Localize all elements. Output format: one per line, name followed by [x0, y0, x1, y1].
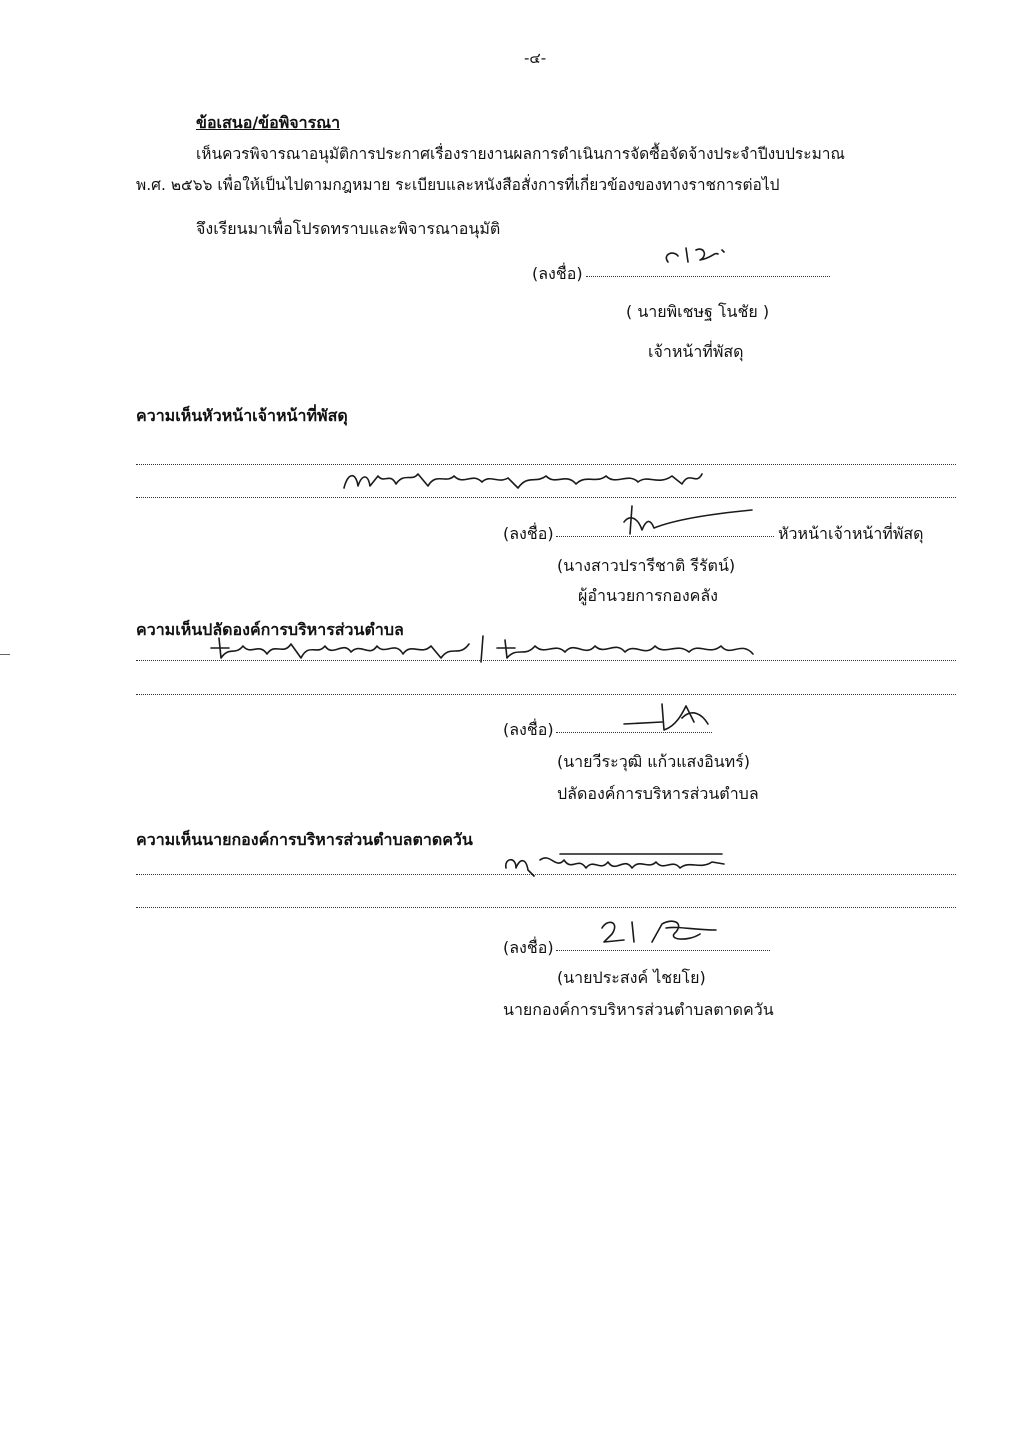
proposal-line-2: พ.ศ. ๒๕๖๖ เพื่อให้เป็นไปตามกฎหมาย ระเบียบและหนังสือสั่งการที่เกี่ยวข้องของทางราชการต่อไป	[136, 176, 780, 194]
deputy-signer-name: (นายวีระวุฒิ แก้วแสงอินทร์)	[557, 752, 751, 771]
proposal-signer-name: ( นายพิเชษฐ โนชัย )	[626, 302, 770, 321]
head-officer-sign-label: (ลงชื่อ)	[503, 524, 554, 543]
head-officer-signature-icon	[620, 500, 760, 540]
deputy-dots-2	[136, 694, 956, 695]
proposal-signature-line	[586, 276, 830, 277]
proposal-closing: จึงเรียนมาเพื่อโปรดทราบและพิจารณาอนุมัติ	[196, 219, 501, 238]
chief-dots-2	[136, 907, 956, 908]
chief-signer-position: นายกองค์การบริหารส่วนตำบลตาดควัน	[503, 1000, 774, 1019]
deputy-heading: ความเห็นปลัดองค์การบริหารส่วนตำบล	[136, 620, 404, 639]
deputy-signature-icon	[620, 696, 716, 738]
chief-signature-icon	[596, 912, 736, 954]
head-officer-signer-position: ผู้อำนวยการกองคลัง	[578, 586, 718, 605]
proposal-signature-icon	[660, 240, 750, 270]
chief-sign-label: (ลงชื่อ)	[503, 938, 554, 957]
chief-handwriting-icon	[500, 846, 740, 882]
deputy-sign-label: (ลงชื่อ)	[503, 720, 554, 739]
proposal-sign-label: (ลงชื่อ)	[532, 264, 583, 283]
margin-mark	[0, 654, 10, 655]
head-officer-sign-suffix: หัวหน้าเจ้าหน้าที่พัสดุ	[778, 524, 924, 543]
chief-signer-name: (นายประสงค์ ไชยโย)	[557, 968, 706, 987]
chief-heading: ความเห็นนายกองค์การบริหารส่วนตำบลตาดควัน	[136, 830, 473, 849]
page-number: -๔-	[524, 49, 547, 67]
deputy-signer-position: ปลัดองค์การบริหารส่วนตำบล	[557, 784, 759, 803]
deputy-handwriting-icon	[205, 628, 765, 668]
head-officer-heading: ความเห็นหัวหน้าเจ้าหน้าที่พัสดุ	[136, 406, 348, 425]
head-officer-signer-name: (นางสาวปรารีชาติ รีรัตน์)	[557, 556, 736, 575]
proposal-line-1: เห็นควรพิจารณาอนุมัติการประกาศเรื่องรายงานผลการดำเนินการจัดซื้อจัดจ้างประจำปีงบประมาณ	[196, 145, 845, 163]
proposal-signer-position: เจ้าหน้าที่พัสดุ	[648, 342, 744, 361]
proposal-heading: ข้อเสนอ/ข้อพิจารณา	[196, 113, 341, 132]
head-officer-handwriting-icon	[338, 462, 708, 498]
